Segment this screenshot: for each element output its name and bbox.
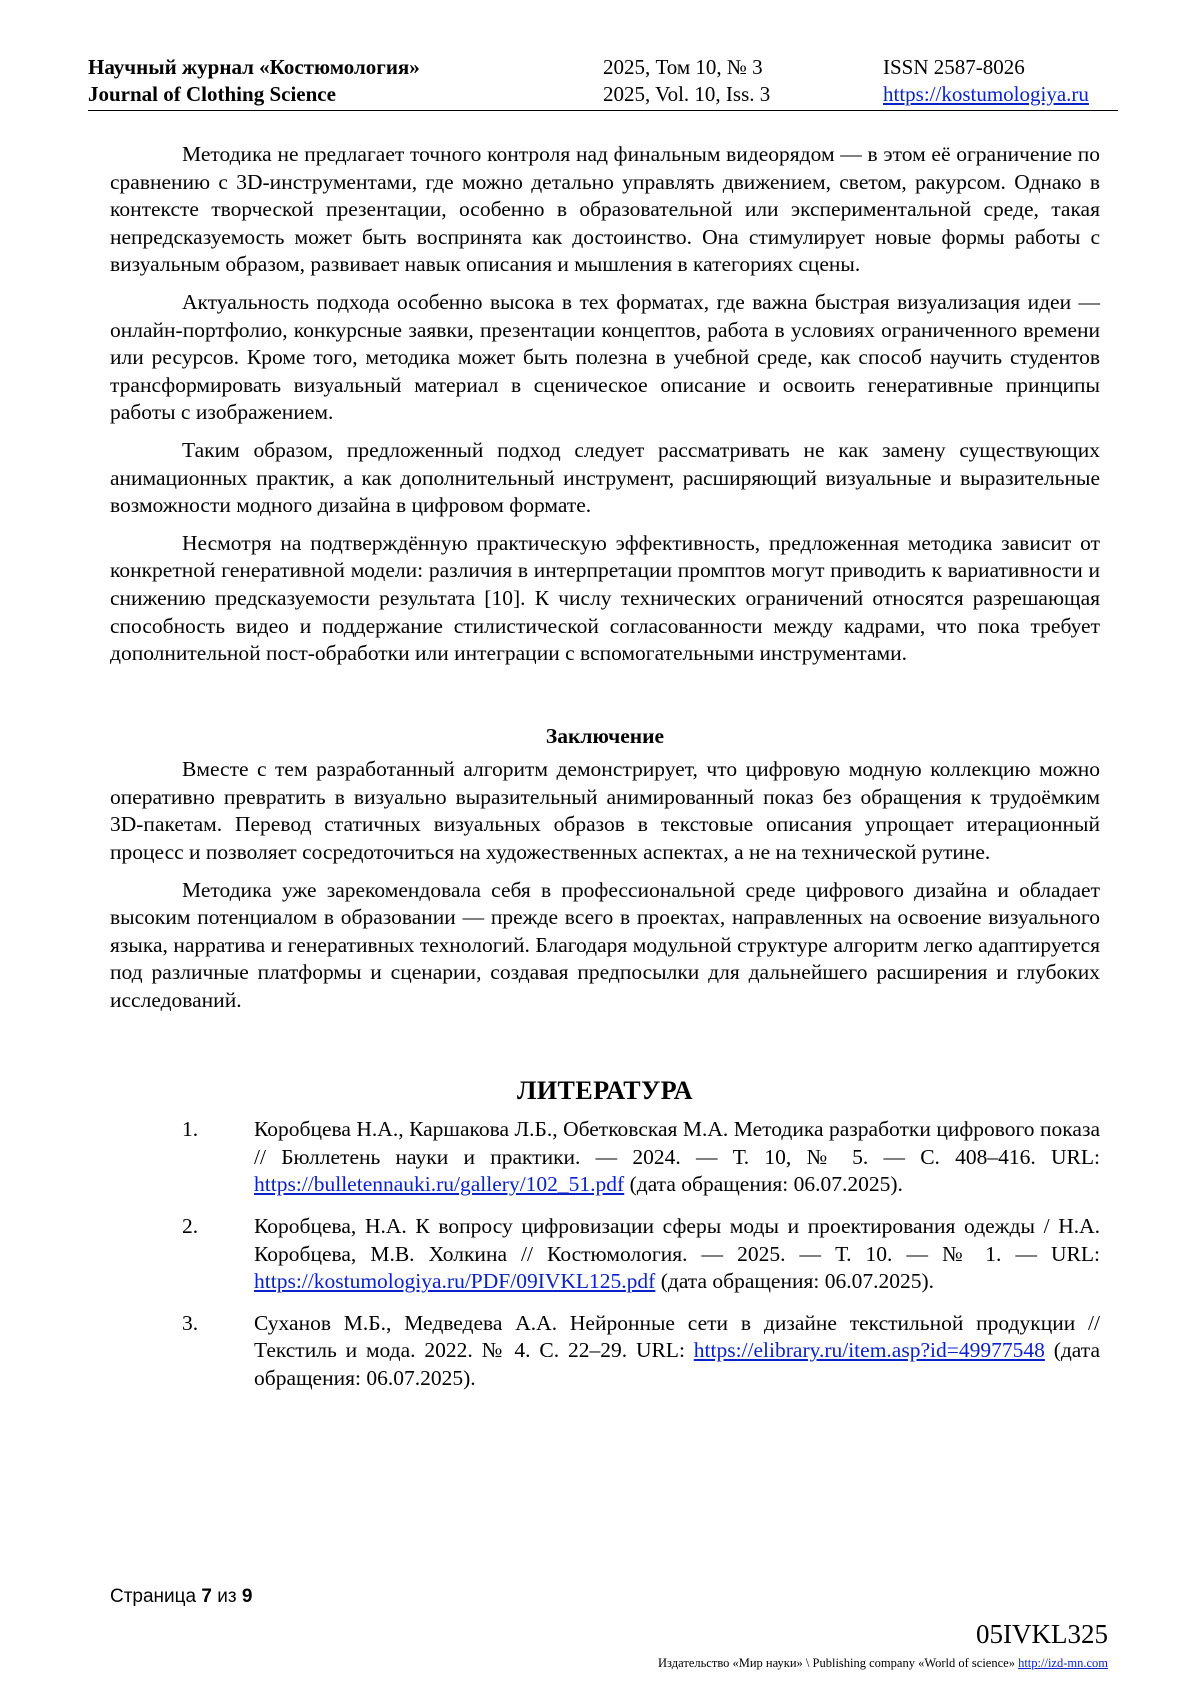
body-paragraph: Таким образом, предложенный подход следует рассматривать не как замену существующих анимационных практик, а как дополнительный инструмент, расширяющий визуальные и выразительные возможности модного дизайна в цифровом формате. bbox=[110, 437, 1100, 518]
reference-item bbox=[110, 1213, 1100, 1296]
journal-title-block bbox=[88, 54, 420, 108]
publisher-line bbox=[658, 1656, 1108, 1671]
reference-list bbox=[110, 1116, 1100, 1392]
conclusion-paragraph: Вместе с тем разработанный алгоритм демонстрирует, что цифровую модную коллекцию можно оперативно превратить в визуально выразительный анимированный показ без обращения к трудоёмким 3D-пакетам. Перевод статичных визуальных образов в текстовые описания упрощает итерационный процесс и позволяет сосредоточиться на художественных аспектах, а не на технической рутине. bbox=[110, 757, 1100, 865]
page-counter bbox=[110, 1586, 252, 1608]
publisher-link[interactable]: http://izd-mn.com bbox=[1018, 1656, 1108, 1670]
reference-link[interactable]: https://kostumologiya.ru/PDF/09IVKL125.pdf bbox=[254, 1269, 656, 1294]
journal-header bbox=[88, 52, 1118, 111]
literature-heading: ЛИТЕРАТУРА bbox=[516, 1075, 694, 1105]
body-paragraph: Методика не предлагает точного контроля над финальным видеорядом — в этом её ограничение по сравнению с 3D-инструментами, где можно детально управлять движением, светом, ракурсом. Однако в контексте творческой презентации, особенно в образовательной или экспериментальной среде, такая непредсказуемость может быть воспринята как достоинство. Она стимулирует новые формы работы с визуальным образом, развивает навык описания и мышления в категориях сцены. bbox=[110, 142, 1100, 277]
reference-number: 3. bbox=[182, 1310, 199, 1335]
page-current: 7 bbox=[201, 1586, 212, 1607]
reference-text: Коробцева, Н.А. К вопросу цифровизации сферы моды и проектирования одежды / Н.А. Коробцева, М.В. Холкина // Костюмология. — 2025. — Т. 10. — № 1. — URL: https://kostumologiya.ru/PDF/09IVKL125.pdf (дата обращения: 06.07.2025). bbox=[254, 1214, 1100, 1294]
reference-text: Суханов М.Б., Медведева А.А. Нейронные сети в дизайне текстильной продукции // Текстиль и мода. 2022. № 4. С. 22–29. URL: https://elibrary.ru/item.asp?id=49977548 (дата обращения: 06.07.2025). bbox=[254, 1310, 1100, 1390]
issn-block bbox=[883, 54, 1089, 108]
issn: ISSN 2587-8026 bbox=[883, 55, 1025, 79]
issue-en: 2025, Vol. 10, Iss. 3 bbox=[603, 82, 771, 106]
journal-name-en: Journal of Clothing Science bbox=[88, 82, 336, 106]
body-paragraph: Несмотря на подтверждённую практическую эффективность, предложенная методика зависит от конкретной генеративной модели: различия в интерпретации промптов могут приводить к вариативности и снижению предсказуемости результата [10]. К числу технических ограничений относятся разрешающая способность видео и поддержание стилистической согласованности между кадрами, что пока требует дополнительной пост-обработки или интеграции с вспомогательными инструментами. bbox=[110, 530, 1100, 666]
reference-number: 2. bbox=[182, 1214, 199, 1238]
article-content bbox=[110, 141, 1100, 1407]
article-code: 05IVKL325 bbox=[976, 1619, 1108, 1649]
conclusion-heading: Заключение bbox=[545, 723, 665, 748]
page-of: из bbox=[217, 1586, 237, 1607]
reference-link[interactable]: https://elibrary.ru/item.asp?id=49977548 bbox=[693, 1338, 1045, 1363]
reference-text: Коробцева Н.А., Каршакова Л.Б., Обетковская М.А. Методика разработки цифрового показа // Бюллетень науки и практики. — 2024. — Т. 10, № 5. — С. 408–416. URL: https://bulletennauki.ru/gallery/102_51.pdf (дата обращения: 06.07.2025). bbox=[254, 1117, 1100, 1197]
reference-link[interactable]: https://bulletennauki.ru/gallery/102_51.pdf bbox=[254, 1172, 625, 1197]
journal-name-ru: Научный журнал «Костюмология» bbox=[88, 55, 420, 79]
journal-website-link[interactable]: https://kostumologiya.ru bbox=[883, 82, 1089, 106]
reference-number: 1. bbox=[182, 1117, 199, 1142]
page-total: 9 bbox=[241, 1586, 253, 1607]
issue-block bbox=[603, 54, 770, 108]
conclusion-paragraph: Методика уже зарекомендовала себя в профессиональной среде цифрового дизайна и обладает высоким потенциалом в образовании — прежде всего в проектах, направленных на освоение визуального языка, нарратива и генеративных технологий. Благодаря модульной структуре алгоритм легко адаптируется под различные платформы и сценарии, создавая предпосылки для дальнейшего расширения и глубоких исследований. bbox=[110, 877, 1100, 1013]
reference-item bbox=[110, 1310, 1100, 1393]
issue-ru: 2025, Том 10, № 3 bbox=[603, 55, 763, 79]
publisher-text: Издательство «Мир науки» \ Publishing company «World of science» bbox=[658, 1656, 1015, 1670]
body-paragraph: Актуальность подхода особенно высока в тех форматах, где важна быстрая визуализация идеи — онлайн-портфолио, конкурсные заявки, презентации концептов, работа в условиях ограниченного времени или ресурсов. Кроме того, методика может быть полезна в учебной среде, как способ научить студентов трансформировать визуальный материал в сценическое описание и освоить генеративные принципы работы с изображением. bbox=[110, 289, 1100, 425]
reference-item bbox=[110, 1116, 1100, 1199]
page-label: Страница bbox=[110, 1586, 197, 1607]
